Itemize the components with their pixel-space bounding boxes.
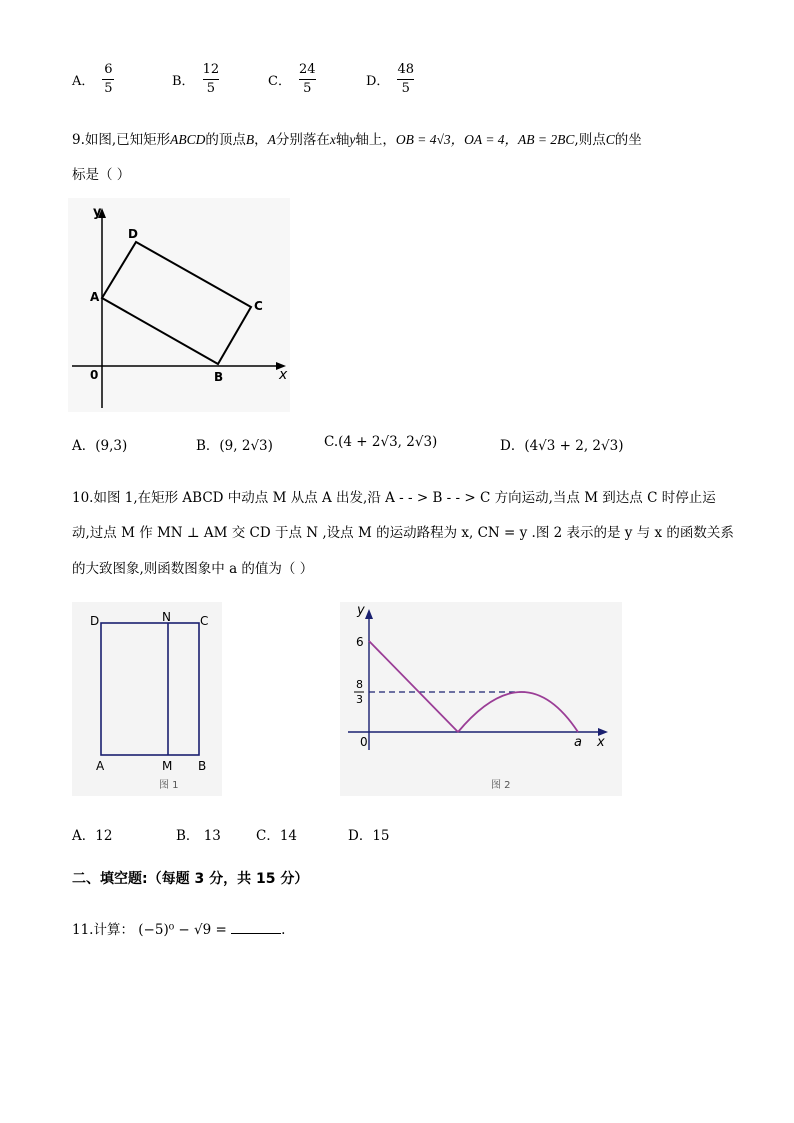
q9-option-d: D．(4√3 + 2, 2√3) <box>500 438 624 454</box>
text: A <box>267 132 276 147</box>
point-d-label: D <box>90 614 100 628</box>
fraction-denominator-label: 3 <box>356 693 363 706</box>
text: 的顶点 <box>205 132 246 148</box>
expression: (−5)⁰ − √9 = <box>138 922 227 938</box>
numerator: 48 <box>397 62 414 77</box>
numerator: 24 <box>298 62 316 77</box>
text: 9.如图,已知矩形 <box>72 132 171 148</box>
y-axis-label: y <box>357 603 365 618</box>
fraction-numerator-label: 8 <box>356 678 363 691</box>
text: 11.计算： <box>72 922 134 938</box>
q10-stem-line1: 10.如图 1,在矩形 ABCD 中动点 M 从点 A 出发,沿 A - - > B - - > C 方向运动,当点 M 到达点 C 时停止运 <box>72 490 716 506</box>
point-m-label: M <box>162 759 173 773</box>
fraction <box>299 62 316 97</box>
text: . <box>281 922 286 938</box>
text: 轴上， <box>355 132 396 148</box>
text: 轴 <box>335 132 350 148</box>
y-axis-label: y <box>93 205 102 220</box>
option-letter: C． <box>268 74 291 89</box>
q9-options <box>72 434 692 456</box>
x-axis-label: x <box>597 735 605 750</box>
point-b-label: B <box>214 370 224 384</box>
figure-caption: 图 2 <box>491 780 511 791</box>
point-a-label: A <box>96 759 105 773</box>
q11-question <box>72 918 285 938</box>
q10-options <box>72 824 432 844</box>
q9-option-b: B．(9, 2√3) <box>196 438 273 454</box>
q9-stem-line1 <box>72 128 642 148</box>
point-b-label: B <box>198 759 207 773</box>
text: ， <box>254 132 268 148</box>
q9-option-a: A．(9,3) <box>72 438 128 454</box>
section-heading: 二、填空题:（每题 3 分，共 15 分） <box>72 871 309 887</box>
point-a-label: a <box>574 735 582 750</box>
point-c-label: C <box>254 299 263 313</box>
option-letter: B． <box>172 74 195 89</box>
origin-label: 0 <box>90 368 99 382</box>
point-c-label: C <box>200 614 209 628</box>
figure-caption: 图 1 <box>159 780 179 791</box>
text: x <box>329 132 336 147</box>
q10-stem-line2: 动,过点 M 作 MN ⊥ AM 交 CD 于点 N ,设点 M 的运动路程为 x, CN = y .图 2 表示的是 y 与 x 的函数关系 <box>72 525 734 541</box>
fraction <box>397 62 414 97</box>
text: ,则点 <box>574 132 606 148</box>
q10-figure-1 <box>72 602 222 796</box>
q10-option-d: D．15 <box>348 828 390 844</box>
text: 分别落在 <box>275 132 330 148</box>
option-letter: A． <box>72 74 95 89</box>
denominator: 5 <box>303 81 312 96</box>
q9-stem-line2: 标是（ ） <box>72 167 131 183</box>
text: ABCD <box>170 132 206 147</box>
point-n-label: N <box>162 610 171 624</box>
point-d-label: D <box>128 227 138 241</box>
q8-option-d <box>366 62 414 97</box>
q10-option-b: B． 13 <box>176 828 221 844</box>
text: C <box>605 132 615 147</box>
text: y <box>349 132 356 147</box>
y-tick-6-label: 6 <box>356 635 364 649</box>
fraction <box>102 62 114 97</box>
x-axis-label: x <box>279 367 288 383</box>
figure-background <box>340 602 622 796</box>
q9-option-c: C.(4 + 2√3, 2√3) <box>324 434 438 450</box>
denominator: 5 <box>401 81 410 96</box>
q10-option-a: A．12 <box>72 828 113 844</box>
condition: OB = 4√3，OA = 4，AB = 2BC <box>395 132 575 147</box>
answer-blank[interactable] <box>231 921 281 934</box>
text: 的坐 <box>614 132 642 148</box>
origin-label: 0 <box>360 735 368 749</box>
q8-options <box>72 62 472 106</box>
q9-rectangle-figure <box>68 198 290 412</box>
q10-option-c: C．14 <box>256 828 298 844</box>
q8-option-b <box>172 62 219 97</box>
text: B <box>245 132 255 147</box>
denominator: 5 <box>104 81 113 96</box>
point-a-label: A <box>90 290 100 304</box>
q10-figure-2-graph <box>340 602 622 796</box>
q10-stem-line3: 的大致图象,则函数图象中 a 的值为（ ） <box>72 561 314 577</box>
denominator: 5 <box>206 81 215 96</box>
numerator: 6 <box>104 62 113 77</box>
q8-option-a <box>72 62 114 97</box>
option-letter: D． <box>366 74 390 89</box>
fraction <box>203 62 220 97</box>
numerator: 12 <box>202 62 220 77</box>
q8-option-c <box>268 62 316 97</box>
